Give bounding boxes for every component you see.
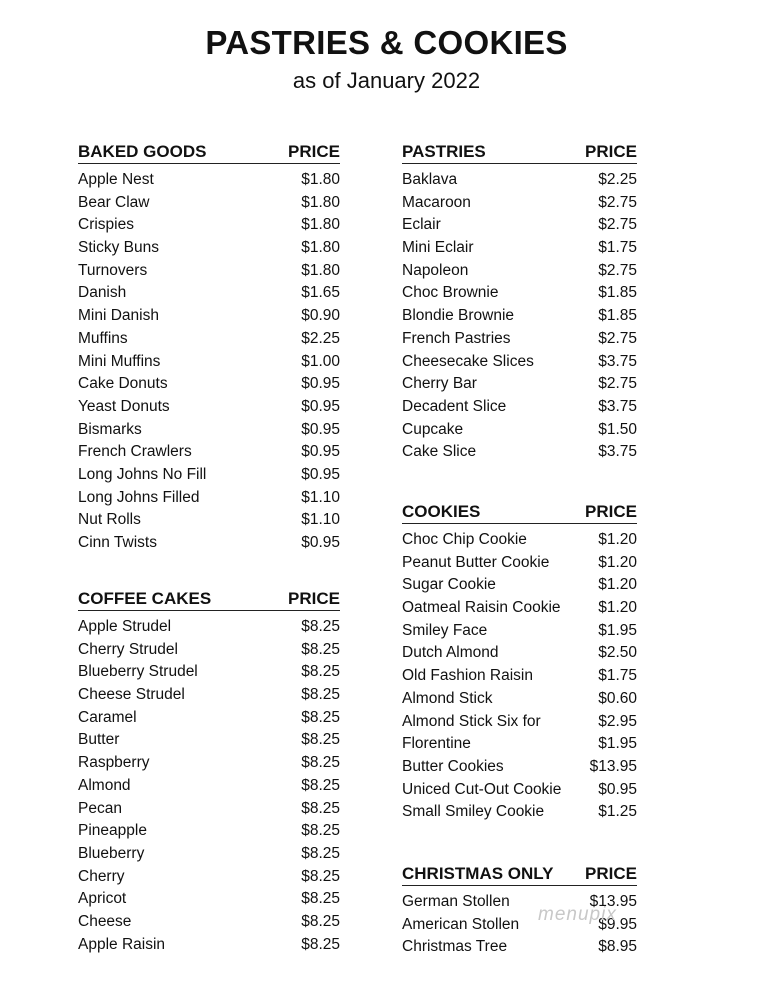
item-price: $8.25	[301, 731, 340, 749]
item-price: $0.90	[301, 307, 340, 325]
menu-item	[402, 552, 637, 575]
item-price: $1.85	[598, 284, 637, 302]
page-subtitle: as of January 2022	[292, 68, 481, 93]
item-price: $1.95	[598, 735, 637, 753]
menu-item	[402, 260, 637, 283]
item-name: Cherry	[78, 867, 125, 885]
item-price: $2.75	[598, 329, 637, 347]
section-header	[78, 140, 340, 164]
item-name: Blueberry Strudel	[78, 663, 198, 681]
item-price: $8.25	[301, 776, 340, 794]
menu-item	[78, 752, 340, 775]
section-heading: BAKED GOODS	[78, 142, 207, 161]
section-heading: COFFEE CAKES	[78, 589, 212, 608]
menu-item	[78, 911, 340, 934]
item-name: Cheesecake Slices	[402, 352, 534, 370]
menu-item	[402, 936, 637, 959]
menu-item	[78, 237, 340, 260]
item-name: Nut Rolls	[78, 511, 141, 529]
item-name: French Crawlers	[78, 443, 192, 461]
item-price: $2.95	[598, 712, 637, 730]
menu-item	[402, 779, 637, 802]
item-name: Mini Eclair	[402, 239, 474, 257]
item-name: Long Johns Filled	[78, 488, 200, 506]
item-name: Crispies	[78, 216, 134, 234]
menu-item	[78, 616, 340, 639]
item-price: $0.60	[598, 689, 637, 707]
item-price: $8.25	[301, 822, 340, 840]
item-name: Cake Donuts	[78, 375, 168, 393]
price-column-label: PRICE	[288, 142, 340, 161]
section-baked-goods	[78, 140, 340, 555]
menu-item	[402, 396, 637, 419]
item-name: Pineapple	[78, 822, 147, 840]
menu-item	[402, 214, 637, 237]
item-price: $1.80	[301, 261, 340, 279]
item-name: Cheese Strudel	[78, 686, 185, 704]
item-name: Turnovers	[78, 261, 148, 279]
item-price: $8.25	[301, 867, 340, 885]
menu-item	[78, 934, 340, 957]
item-price: $1.00	[301, 352, 340, 370]
item-name: Bear Claw	[78, 193, 150, 211]
item-name: French Pastries	[402, 329, 511, 347]
menu-item	[402, 597, 637, 620]
item-name: Cake Slice	[402, 443, 477, 461]
item-name: Cherry Bar	[402, 375, 477, 393]
menu-item	[78, 509, 340, 532]
item-price: $13.95	[589, 893, 637, 910]
price-column-label: PRICE	[585, 864, 637, 883]
item-name: Uniced Cut-Out Cookie	[402, 780, 562, 798]
menu-item	[78, 775, 340, 798]
section-pastries	[402, 140, 637, 464]
item-name: Eclair	[402, 216, 441, 234]
item-name: Almond	[78, 776, 131, 794]
menu-item	[78, 305, 340, 328]
item-price: $1.65	[301, 284, 340, 302]
menu-item	[78, 707, 340, 730]
item-price: $2.50	[598, 644, 637, 662]
menu-item	[78, 351, 340, 374]
item-price: $8.25	[301, 640, 340, 658]
item-name: Dutch Almond	[402, 644, 499, 662]
item-price: $2.25	[301, 329, 340, 347]
menu-item	[402, 373, 637, 396]
item-name: Small Smiley Cookie	[402, 803, 545, 821]
item-name: Almond Stick Six for	[402, 712, 541, 730]
menu-item	[402, 441, 637, 464]
item-price: $2.75	[598, 193, 637, 211]
menu-item	[402, 574, 637, 597]
price-column-label: PRICE	[585, 502, 637, 521]
section-header	[402, 862, 637, 886]
menu-item	[402, 328, 637, 351]
item-name: Caramel	[78, 708, 137, 726]
menu-item	[78, 373, 340, 396]
section-heading: COOKIES	[402, 502, 481, 521]
item-name: Almond Stick	[402, 689, 493, 707]
section-header	[402, 140, 637, 164]
item-price: $3.75	[598, 352, 637, 370]
item-price: $8.25	[301, 618, 340, 635]
item-name: Smiley Face	[402, 621, 488, 639]
item-name: German Stollen	[402, 893, 510, 910]
menu-item	[78, 192, 340, 215]
menu-item	[78, 260, 340, 283]
item-name: Napoleon	[402, 261, 469, 279]
item-name: Apple Raisin	[78, 935, 166, 953]
menu-item	[78, 532, 340, 555]
menu-item	[78, 820, 340, 843]
item-name: Long Johns No Fill	[78, 465, 207, 483]
item-price: $3.75	[598, 443, 637, 461]
menu-item	[78, 169, 340, 192]
item-price: $1.75	[598, 239, 637, 257]
section-heading: CHRISTMAS ONLY	[402, 864, 554, 883]
menu-item	[78, 487, 340, 510]
item-name: Apple Nest	[78, 171, 154, 188]
menu-item	[78, 328, 340, 351]
menu-item	[402, 351, 637, 374]
item-price: $8.25	[301, 708, 340, 726]
section-header	[402, 500, 637, 524]
item-price: $2.75	[598, 375, 637, 393]
item-price: $8.25	[301, 912, 340, 930]
menu-item	[402, 169, 637, 192]
item-price: $1.10	[301, 488, 340, 506]
item-name: Old Fashion Raisin	[402, 667, 533, 685]
item-name: Decadent Slice	[402, 397, 507, 415]
item-name: Danish	[78, 284, 127, 302]
item-name: Baklava	[402, 171, 458, 188]
item-price: $1.20	[598, 553, 637, 571]
item-name: Pecan	[78, 799, 122, 817]
item-price: $1.10	[301, 511, 340, 529]
item-price: $0.95	[301, 397, 340, 415]
item-price: $1.80	[301, 193, 340, 211]
item-name: Yeast Donuts	[78, 397, 170, 415]
section-coffee-cakes	[78, 587, 340, 956]
item-name: Blueberry	[78, 844, 145, 862]
item-name: Oatmeal Raisin Cookie	[402, 599, 561, 617]
item-name: Butter	[78, 731, 120, 749]
menu-item	[402, 642, 637, 665]
menu-item	[402, 237, 637, 260]
item-price: $0.95	[301, 443, 340, 461]
item-price: $0.95	[598, 780, 637, 798]
menu-item	[402, 192, 637, 215]
menu-item	[402, 665, 637, 688]
item-price: $1.85	[598, 307, 637, 325]
item-name: Cheese	[78, 912, 132, 930]
item-price: $3.75	[598, 397, 637, 415]
menu-item	[402, 620, 637, 643]
item-price: $1.25	[598, 803, 637, 821]
item-name: Peanut Butter Cookie	[402, 553, 550, 571]
page-title: PASTRIES & COOKIES	[205, 24, 568, 61]
item-name: Apricot	[78, 890, 127, 908]
price-column-label: PRICE	[585, 142, 637, 161]
menu-item	[78, 639, 340, 662]
watermark: menupix	[538, 904, 617, 925]
menu-item	[78, 441, 340, 464]
item-price: $1.20	[598, 531, 637, 548]
menu-item	[402, 529, 637, 552]
item-name: Muffins	[78, 329, 128, 347]
item-name: Butter Cookies	[402, 757, 504, 775]
item-name: Mini Danish	[78, 307, 159, 325]
price-column-label: PRICE	[288, 589, 340, 608]
item-price: $0.95	[301, 534, 340, 551]
item-name: Cupcake	[402, 420, 464, 438]
menu-item	[78, 684, 340, 707]
item-price: $1.20	[598, 599, 637, 617]
item-name: Macaroon	[402, 193, 471, 211]
menu-item	[78, 282, 340, 305]
menu-item	[402, 756, 637, 779]
item-price: $8.25	[301, 686, 340, 704]
item-price: $13.95	[589, 757, 637, 775]
menu-item	[402, 419, 637, 442]
item-name: Cherry Strudel	[78, 640, 178, 658]
item-name: Christmas Tree	[402, 938, 508, 956]
item-name: Cinn Twists	[78, 534, 157, 551]
menu-item	[78, 661, 340, 684]
item-price: $1.20	[598, 576, 637, 594]
item-name: Sugar Cookie	[402, 576, 496, 594]
item-name: Choc Chip Cookie	[402, 531, 527, 548]
item-price: $8.25	[301, 890, 340, 908]
menu-item	[78, 214, 340, 237]
item-name: Mini Muffins	[78, 352, 161, 370]
menu-item	[402, 282, 637, 305]
item-price: $2.75	[598, 216, 637, 234]
item-price: $8.25	[301, 754, 340, 772]
item-price: $1.80	[301, 216, 340, 234]
menu-item	[78, 866, 340, 889]
item-price: $1.80	[301, 239, 340, 257]
item-name: Raspberry	[78, 754, 150, 772]
menu-item	[402, 688, 637, 711]
section-heading: PASTRIES	[402, 142, 486, 161]
item-price: $8.25	[301, 799, 340, 817]
item-name: Choc Brownie	[402, 284, 499, 302]
item-name: American Stollen	[402, 915, 520, 933]
item-name: Blondie Brownie	[402, 307, 515, 325]
menu-item	[402, 711, 637, 734]
item-price: $2.25	[598, 171, 637, 188]
item-price: $0.95	[301, 465, 340, 483]
item-price: $0.95	[301, 375, 340, 393]
item-name: Bismarks	[78, 420, 142, 438]
menu-item	[402, 733, 637, 756]
menu-item	[78, 888, 340, 911]
item-name: Florentine	[402, 735, 471, 753]
menu-item	[78, 464, 340, 487]
menu-item	[402, 801, 637, 824]
item-price: $8.95	[598, 938, 637, 956]
item-price: $8.25	[301, 844, 340, 862]
menu-item	[78, 396, 340, 419]
item-price: $8.25	[301, 935, 340, 953]
menu-item	[78, 843, 340, 866]
item-price: $8.25	[301, 663, 340, 681]
item-price: $1.95	[598, 621, 637, 639]
menu-item	[402, 305, 637, 328]
section-cookies	[402, 500, 637, 824]
item-name: Apple Strudel	[78, 618, 172, 635]
item-price: $1.80	[301, 171, 340, 188]
item-price: $0.95	[301, 420, 340, 438]
item-price: $2.75	[598, 261, 637, 279]
section-header	[78, 587, 340, 611]
item-name: Sticky Buns	[78, 239, 159, 257]
menu-item	[78, 798, 340, 821]
item-price: $9.95	[598, 915, 637, 933]
item-price: $1.50	[598, 420, 637, 438]
item-price: $1.75	[598, 667, 637, 685]
menu-item	[78, 419, 340, 442]
menu-item	[78, 729, 340, 752]
